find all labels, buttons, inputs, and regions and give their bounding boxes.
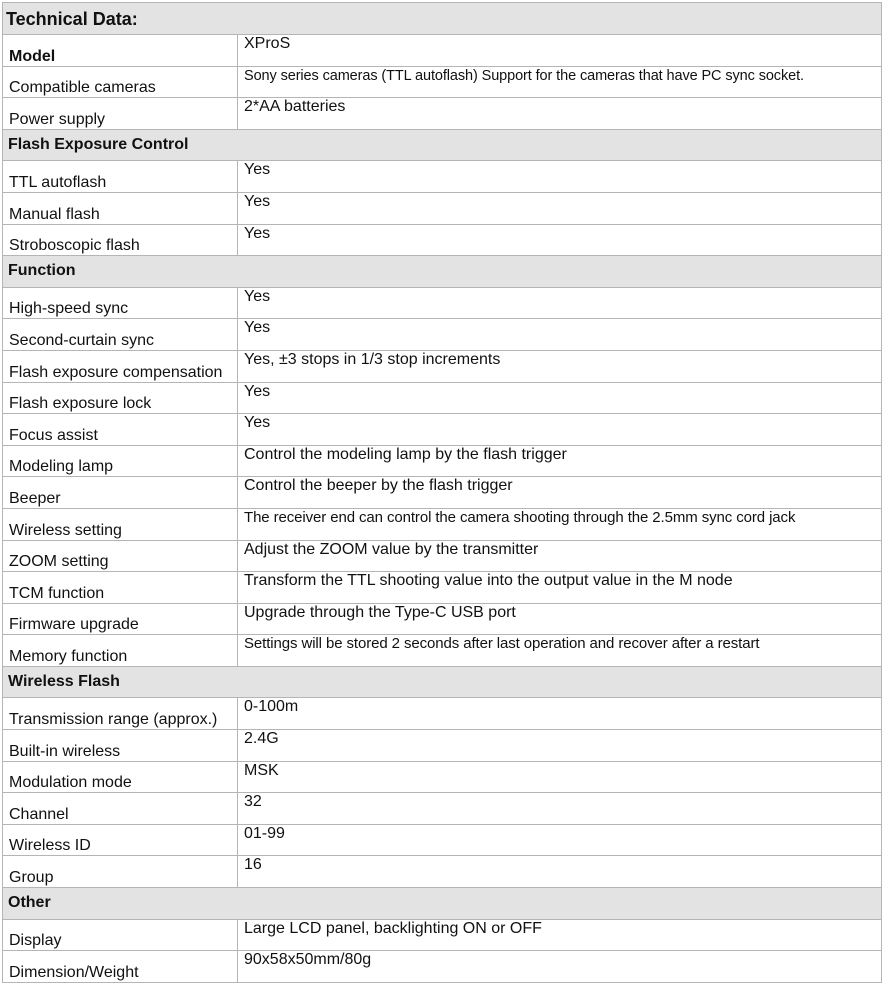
spec-row <box>3 161 882 193</box>
spec-row <box>3 540 882 572</box>
spec-label: High-speed sync <box>3 287 238 319</box>
spec-row <box>3 572 882 604</box>
spec-value: The receiver end can control the camera shooting through the 2.5mm sync cord jack <box>238 508 882 540</box>
spec-label: Model <box>3 35 238 67</box>
spec-label: TTL autoflash <box>3 161 238 193</box>
spec-label: Wireless ID <box>3 824 238 856</box>
spec-row <box>3 414 882 446</box>
spec-row <box>3 224 882 256</box>
spec-row <box>3 287 882 319</box>
spec-label: Modeling lamp <box>3 445 238 477</box>
spec-value: 0-100m <box>238 698 882 730</box>
section-header-function <box>3 256 882 288</box>
spec-row <box>3 635 882 667</box>
section-heading: Flash Exposure Control <box>3 129 882 161</box>
spec-value: 90x58x50mm/80g <box>238 951 882 983</box>
spec-row <box>3 477 882 509</box>
spec-value: Control the beeper by the flash trigger <box>238 477 882 509</box>
section-header-wireless-flash <box>3 666 882 698</box>
spec-row <box>3 319 882 351</box>
spec-label: ZOOM setting <box>3 540 238 572</box>
spec-row <box>3 192 882 224</box>
spec-label: Channel <box>3 793 238 825</box>
spec-label: Manual flash <box>3 192 238 224</box>
spec-value: Large LCD panel, backlighting ON or OFF <box>238 919 882 951</box>
spec-value: MSK <box>238 761 882 793</box>
spec-label: Dimension/Weight <box>3 951 238 983</box>
section-header-flash-exposure-control <box>3 129 882 161</box>
table-title-row <box>3 3 882 35</box>
section-heading: Other <box>3 888 882 920</box>
spec-value: Adjust the ZOOM value by the transmitter <box>238 540 882 572</box>
spec-row <box>3 951 882 983</box>
spec-value: Upgrade through the Type-C USB port <box>238 603 882 635</box>
spec-label: Second-curtain sync <box>3 319 238 351</box>
spec-row <box>3 603 882 635</box>
spec-value: Yes <box>238 414 882 446</box>
spec-value: Yes <box>238 319 882 351</box>
spec-label: TCM function <box>3 572 238 604</box>
spec-label: Stroboscopic flash <box>3 224 238 256</box>
spec-value: 2.4G <box>238 730 882 762</box>
spec-label: Modulation mode <box>3 761 238 793</box>
spec-row-power-supply <box>3 98 882 130</box>
spec-row <box>3 508 882 540</box>
spec-value: Yes <box>238 192 882 224</box>
spec-row <box>3 730 882 762</box>
spec-value: Transform the TTL shooting value into the output value in the M node <box>238 572 882 604</box>
spec-label: Memory function <box>3 635 238 667</box>
spec-row <box>3 856 882 888</box>
spec-label: Power supply <box>3 98 238 130</box>
spec-row <box>3 793 882 825</box>
spec-value: 32 <box>238 793 882 825</box>
technical-data-table <box>2 2 882 983</box>
spec-row <box>3 382 882 414</box>
section-heading: Function <box>3 256 882 288</box>
spec-label: Group <box>3 856 238 888</box>
spec-value: Yes, ±3 stops in 1/3 stop increments <box>238 350 882 382</box>
spec-row <box>3 445 882 477</box>
spec-value: Yes <box>238 224 882 256</box>
spec-value: 2*AA batteries <box>238 98 882 130</box>
spec-value: 01-99 <box>238 824 882 856</box>
spec-value: 16 <box>238 856 882 888</box>
spec-row <box>3 824 882 856</box>
spec-row <box>3 761 882 793</box>
spec-value: Control the modeling lamp by the flash trigger <box>238 445 882 477</box>
spec-row-compatible-cameras <box>3 66 882 98</box>
spec-value: Yes <box>238 382 882 414</box>
spec-row-model <box>3 35 882 67</box>
spec-label: Compatible cameras <box>3 66 238 98</box>
spec-value: Yes <box>238 161 882 193</box>
spec-row <box>3 919 882 951</box>
spec-label: Flash exposure compensation <box>3 350 238 382</box>
spec-label: Firmware upgrade <box>3 603 238 635</box>
spec-label: Wireless setting <box>3 508 238 540</box>
spec-label: Built-in wireless <box>3 730 238 762</box>
spec-label: Transmission range (approx.) <box>3 698 238 730</box>
spec-label: Flash exposure lock <box>3 382 238 414</box>
spec-value: Yes <box>238 287 882 319</box>
spec-label: Display <box>3 919 238 951</box>
spec-value: XProS <box>238 35 882 67</box>
spec-label: Beeper <box>3 477 238 509</box>
spec-row <box>3 698 882 730</box>
table-title: Technical Data: <box>3 3 882 35</box>
spec-value: Settings will be stored 2 seconds after last operation and recover after a restart <box>238 635 882 667</box>
section-header-other <box>3 888 882 920</box>
spec-value: Sony series cameras (TTL autoflash) Support for the cameras that have PC sync socket. <box>238 66 882 98</box>
spec-row <box>3 350 882 382</box>
section-heading: Wireless Flash <box>3 666 882 698</box>
spec-label: Focus assist <box>3 414 238 446</box>
